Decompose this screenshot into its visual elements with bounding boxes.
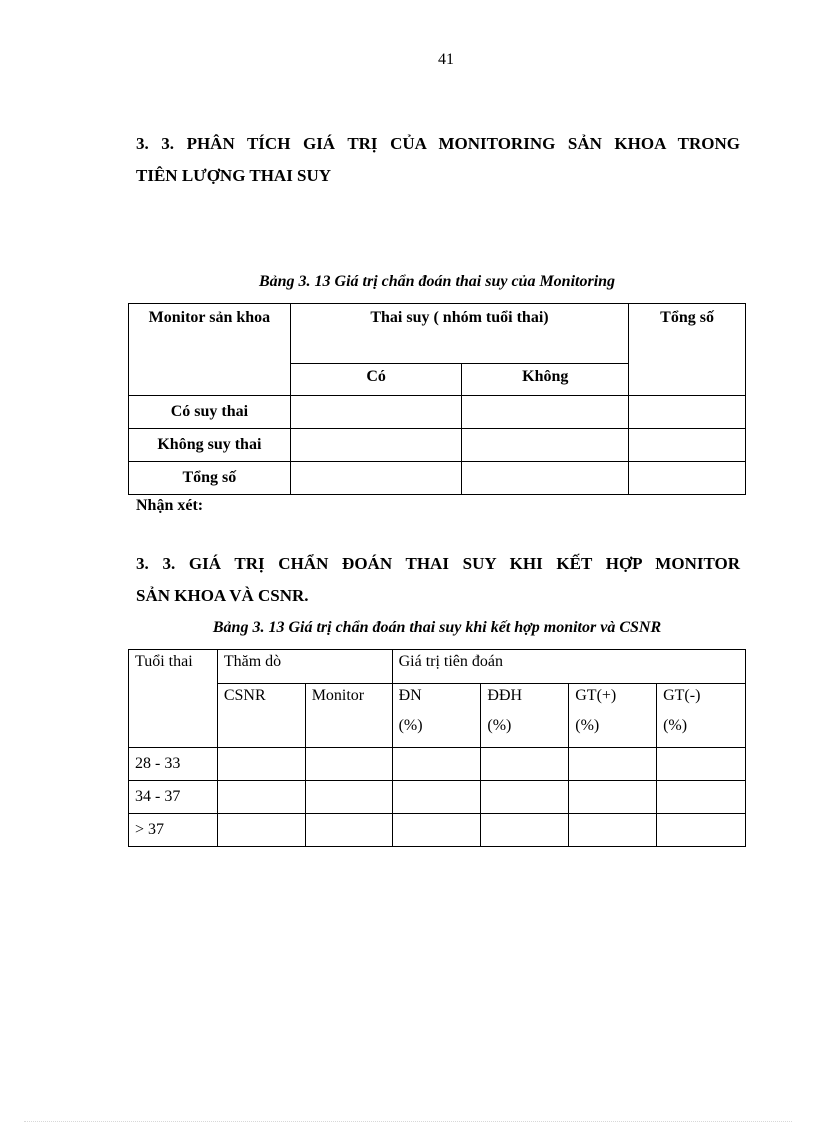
section-title-2-line2: SẢN KHOA VÀ CSNR. — [136, 586, 309, 605]
table1 — [128, 303, 746, 495]
table2-row-label: 34 - 37 — [129, 781, 218, 814]
table2-header-monitor: Monitor — [305, 684, 392, 748]
table1-row-label: Không suy thai — [129, 429, 291, 462]
table-row — [129, 462, 746, 495]
page-number: 41 — [438, 51, 454, 68]
table1-header-monitor: Monitor sản khoa — [129, 304, 291, 396]
section-title-2-line1: 3. 3. GIÁ TRỊ CHẨN ĐOÁN THAI SUY KHI KẾT HỢP MONITOR — [136, 554, 740, 573]
table2-header-csnr: CSNR — [217, 684, 305, 748]
section-title-1-line1: 3. 3. PHÂN TÍCH GIÁ TRỊ CỦA MONITORING SẢN KHOA TRONG — [136, 134, 740, 153]
remark-label: Nhận xét: — [136, 497, 204, 514]
table2-row-label: 28 - 33 — [129, 748, 218, 781]
table-row — [129, 814, 746, 847]
table1-row-label: Tổng số — [129, 462, 291, 495]
table1-row-label: Có suy thai — [129, 396, 291, 429]
table2-header-dn: ĐN (%) — [392, 684, 481, 748]
table1-header-yes: Có — [290, 364, 462, 396]
table2 — [128, 649, 746, 847]
section-title-1-line2: TIÊN LƯỢNG THAI SUY — [136, 166, 332, 185]
table-row — [129, 396, 746, 429]
table2-row-label: > 37 — [129, 814, 218, 847]
table2-header-gt-pos: GT(+) (%) — [569, 684, 657, 748]
table-row — [129, 748, 746, 781]
table2-header-age: Tuổi thai — [129, 650, 218, 748]
table1-header-no: Không — [462, 364, 629, 396]
page-bottom-rule — [24, 1121, 792, 1122]
table2-header-predictive: Giá trị tiên đoán — [392, 650, 745, 684]
table-row — [129, 429, 746, 462]
table2-header-gt-neg: GT(-) (%) — [657, 684, 746, 748]
table1-header-group: Thai suy ( nhóm tuổi thai) — [290, 304, 628, 364]
table2-header-ddh: ĐĐH (%) — [481, 684, 569, 748]
table1-caption: Bảng 3. 13 Giá trị chẩn đoán thai suy của Monitoring — [258, 273, 616, 290]
table1-header-total: Tổng số — [629, 304, 746, 396]
table-row — [129, 781, 746, 814]
table2-header-probe: Thăm dò — [217, 650, 392, 684]
table2-caption: Bảng 3. 13 Giá trị chẩn đoán thai suy khi kết hợp monitor và CSNR — [212, 619, 662, 636]
